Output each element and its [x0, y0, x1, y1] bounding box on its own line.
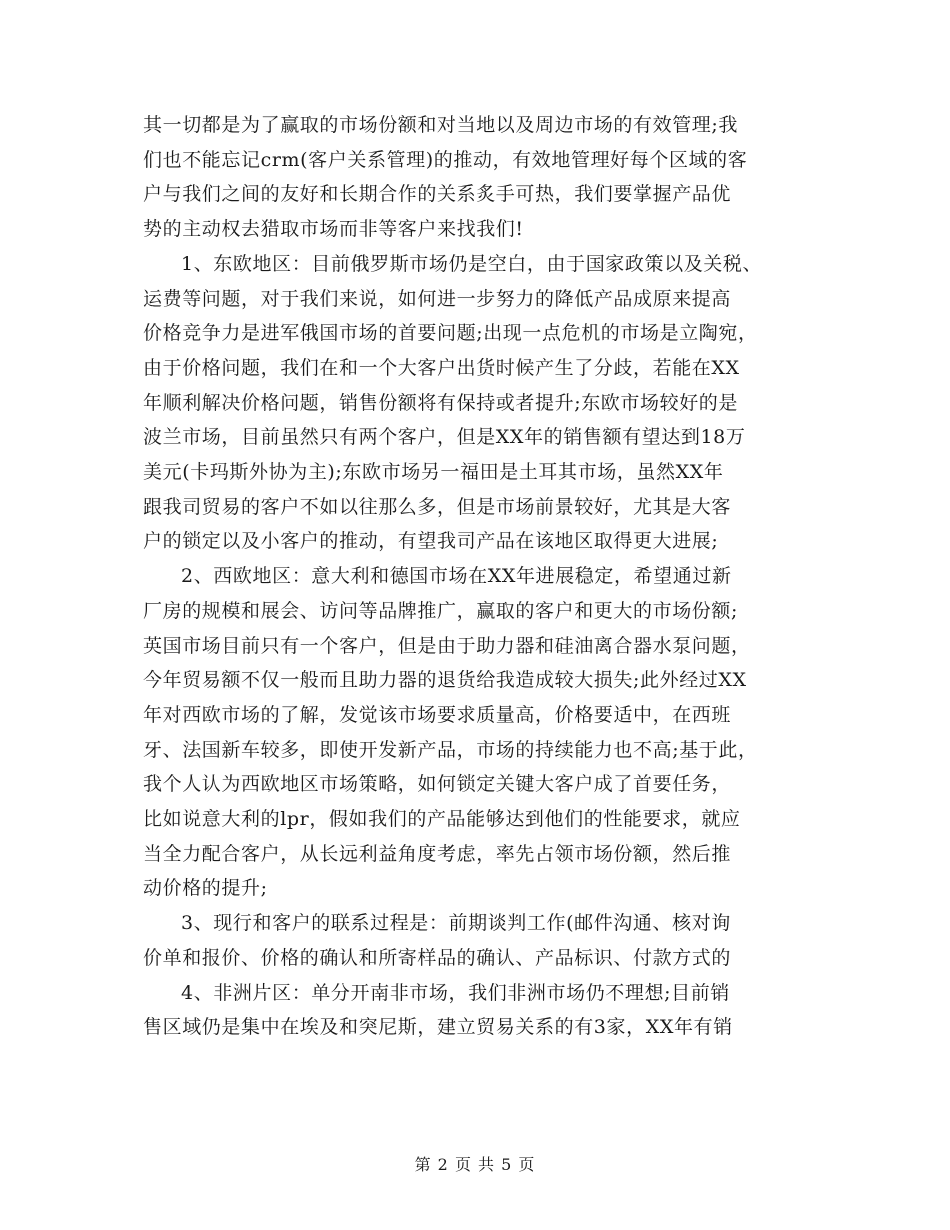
text-line: 我个人认为西欧地区市场策略，如何锁定关键大客户成了首要任务， — [143, 773, 732, 796]
text-line: 英国市场目前只有一个客户，但是由于助力器和硅油离合器水泵问题， — [143, 634, 751, 657]
text-line: 户与我们之间的友好和长期合作的关系炙手可热，我们要掌握产品优 — [143, 183, 732, 206]
text-line: 价格竞争力是进军俄国市场的首要问题;出现一点危机的市场是立陶宛， — [143, 322, 758, 345]
text-line: 当全力配合客户，从长远利益角度考虑，率先占领市场份额，然后推 — [143, 842, 732, 865]
text-line: 比如说意大利的lpr，假如我们的产品能够达到他们的性能要求，就应 — [143, 808, 741, 831]
text-line: 运费等问题，对于我们来说，如何进一步努力的降低产品成原来提高 — [143, 287, 732, 310]
text-line: 由于价格问题，我们在和一个大客户出货时候产生了分歧，若能在XX — [143, 356, 740, 379]
text-line: 势的主动权去猎取市场而非等客户来找我们! — [143, 218, 524, 241]
page-footer: 第 2 页 共 5 页 — [414, 1155, 536, 1174]
text-line: 动价格的提升; — [143, 877, 268, 900]
text-line: 价单和报价、价格的确认和所寄样品的确认、产品标识、付款方式的 — [143, 946, 732, 969]
text-line: 厂房的规模和展会、访问等品牌推广，赢取的客户和更大的市场份额; — [143, 599, 739, 622]
text-line: 波兰市场，目前虽然只有两个客户，但是XX年的销售额有望达到18万 — [143, 426, 746, 449]
text-line: 1、东欧地区：目前俄罗斯市场仍是空白，由于国家政策以及关税、 — [181, 252, 763, 275]
text-line: 年对西欧市场的了解，发觉该市场要求质量高，价格要适中，在西班 — [143, 703, 732, 726]
text-line: 今年贸易额不仅一般而且助力器的退货给我造成较大损失;此外经过XX — [143, 669, 747, 692]
text-line: 3、现行和客户的联系过程是：前期谈判工作(邮件沟通、核对询 — [181, 912, 731, 935]
text-line: 其一切都是为了赢取的市场份额和对当地以及周边市场的有效管理;我 — [143, 114, 739, 136]
body-text — [143, 108, 808, 1045]
text-line: 4、非洲片区：单分开南非市场，我们非洲市场仍不理想;目前销 — [181, 981, 730, 1004]
text-line: 美元(卡玛斯外协为主);东欧市场另一福田是土耳其市场，虽然XX年 — [143, 461, 724, 484]
text-line: 年顺利解决价格问题，销售份额将有保持或者提升;东欧市场较好的是 — [143, 391, 739, 414]
text-line: 牙、法国新车较多，即使开发新产品，市场的持续能力也不高;基于此， — [143, 738, 758, 761]
text-line: 2、西欧地区：意大利和德国市场在XX年进展稳定，希望通过新 — [181, 565, 732, 588]
text-line: 们也不能忘记crm(客户关系管理)的推动，有效地管理好每个区域的客 — [143, 148, 748, 171]
text-line: 售区域仍是集中在埃及和突尼斯，建立贸易关系的有3家，XX年有销 — [143, 1016, 733, 1039]
text-line: 户的锁定以及小客户的推动，有望我司产品在该地区取得更大进展; — [143, 530, 719, 553]
text-line: 跟我司贸易的客户不如以往那么多，但是市场前景较好，尤其是大客 — [143, 495, 732, 518]
